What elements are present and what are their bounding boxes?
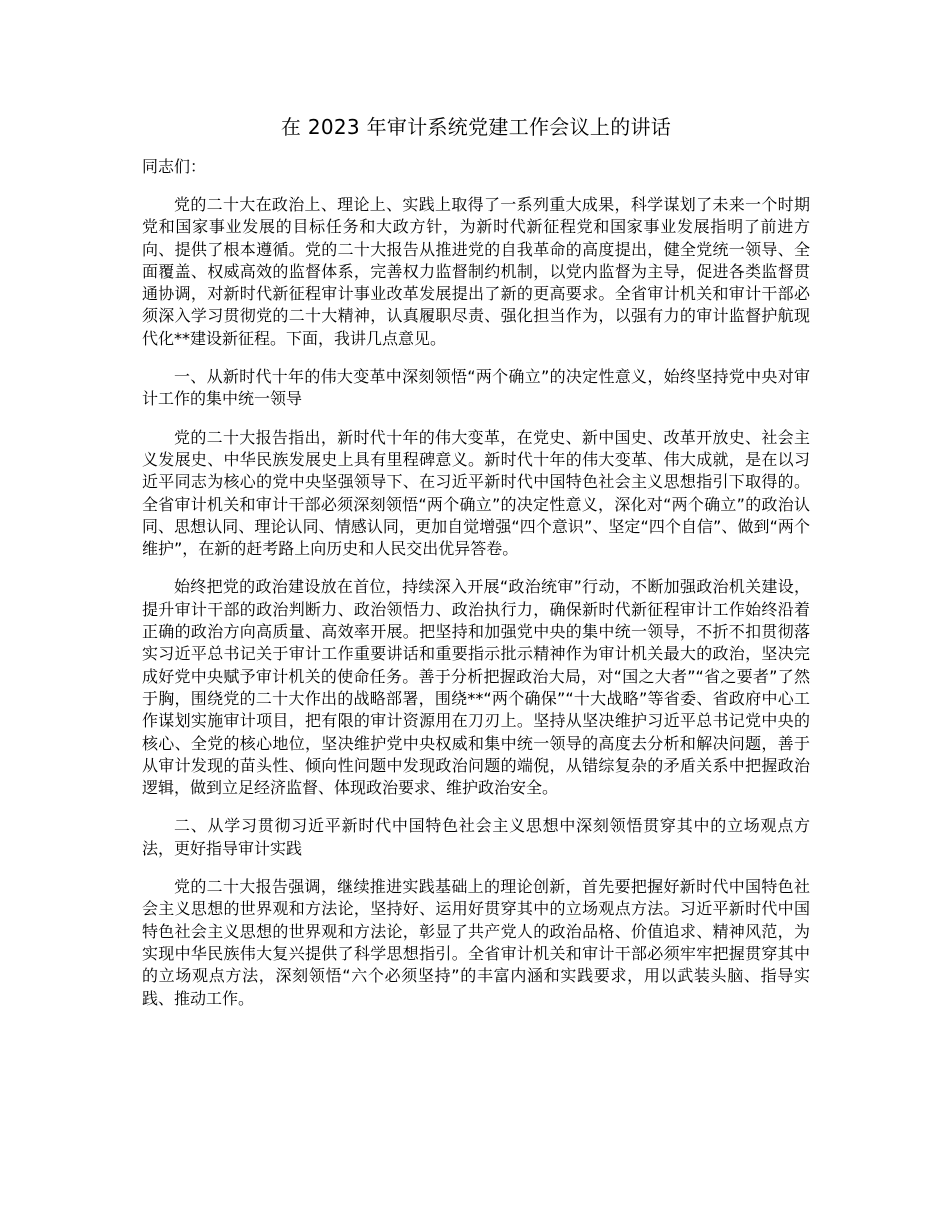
section-heading-2: 二、从学习贯彻习近平新时代中国特色社会主义思想中深刻领悟贯穿其中的立场观点方法，更好指导审计实践 (142, 816, 810, 858)
document-page (142, 112, 810, 1026)
paragraph-section1-a: 党的二十大报告指出，新时代十年的伟大变革，在党史、新中国史、改革开放史、社会主义发展史、中华民族发展史上具有里程碑意义。新时代十年的伟大变革、伟大成就，是在以习近平同志为核心的党中央坚强领导下、在习近平新时代中国特色社会主义思想指引下取得的。全省审计机关和审计干部必须深刻领悟“两个确立”的决定性意义，深化对“两个确立”的政治认同、思想认同、理论认同、情感认同，更加自觉增强“四个意识”、坚定“四个自信”、做到“两个维护”，在新的赶考路上向历史和人民交出优异答卷。 (142, 427, 810, 559)
paragraph-section1-b: 始终把党的政治建设放在首位，持续深入开展“政治统审”行动，不断加强政治机关建设，提升审计干部的政治判断力、政治领悟力、政治执行力，确保新时代新征程审计工作始终沿着正确的政治方向高质量、高效率开展。把坚持和加强党中央的集中统一领导，不折不扣贯彻落实习近平总书记关于审计工作重要讲话和重要指示批示精神作为审计机关最大的政治，坚决完成好党中央赋予审计机关的使命任务。善于分析把握政治大局，对“国之大者”“省之要者”了然于胸，围绕党的二十大作出的战略部署，围绕**“两个确保”“十大战略”等省委、省政府中心工作谋划实施审计项目，把有限的审计资源用在刀刃上。坚持从坚决维护习近平总书记党中央的核心、全党的核心地位，坚决维护党中央权威和集中统一领导的高度去分析和解决问题，善于从审计发现的苗头性、倾向性问题中发现政治问题的端倪，从错综复杂的矛盾关系中把握政治逻辑，做到立足经济监督、体现政治要求、维护政治安全。 (142, 577, 810, 798)
document-title: 在 2023 年审计系统党建工作会议上的讲话 (280, 115, 672, 139)
paragraph-section2-a: 党的二十大报告强调，继续推进实践基础上的理论创新，首先要把握好新时代中国特色社会主义思想的世界观和方法论，坚持好、运用好贯穿其中的立场观点方法。习近平新时代中国特色社会主义思想的世界观和方法论，彰显了共产党人的政治品格、价值追求、精神风范，为实现中华民族伟大复兴提供了科学思想指引。全省审计机关和审计干部必须牢牢把握贯穿其中的立场观点方法，深刻领悟“六个必须坚持”的丰富内涵和实践要求，用以武装头脑、指导实践、推动工作。 (142, 877, 810, 1008)
section-heading-1: 一、从新时代十年的伟大变革中深刻领悟“两个确立”的决定性意义，始终坚持党中央对审计工作的集中统一领导 (142, 367, 810, 409)
paragraph-intro: 党的二十大在政治上、理论上、实践上取得了一系列重大成果，科学谋划了未来一个时期党和国家事业发展的目标任务和大政方针，为新时代新征程党和国家事业发展指明了前进方向、提供了根本遵循。党的二十大报告从推进党的自我革命的高度提出，健全党统一领导、全面覆盖、权威高效的监督体系，完善权力监督制约机制，以党内监督为主导，促进各类监督贯通协调，对新时代新征程审计事业改革发展提出了新的更高要求。全省审计机关和审计干部必须深入学习贯彻党的二十大精神，认真履职尽责、强化担当作为，以强有力的审计监督护航现代化**建设新征程。下面，我讲几点意见。 (142, 195, 810, 348)
salutation: 同志们： (142, 157, 207, 176)
